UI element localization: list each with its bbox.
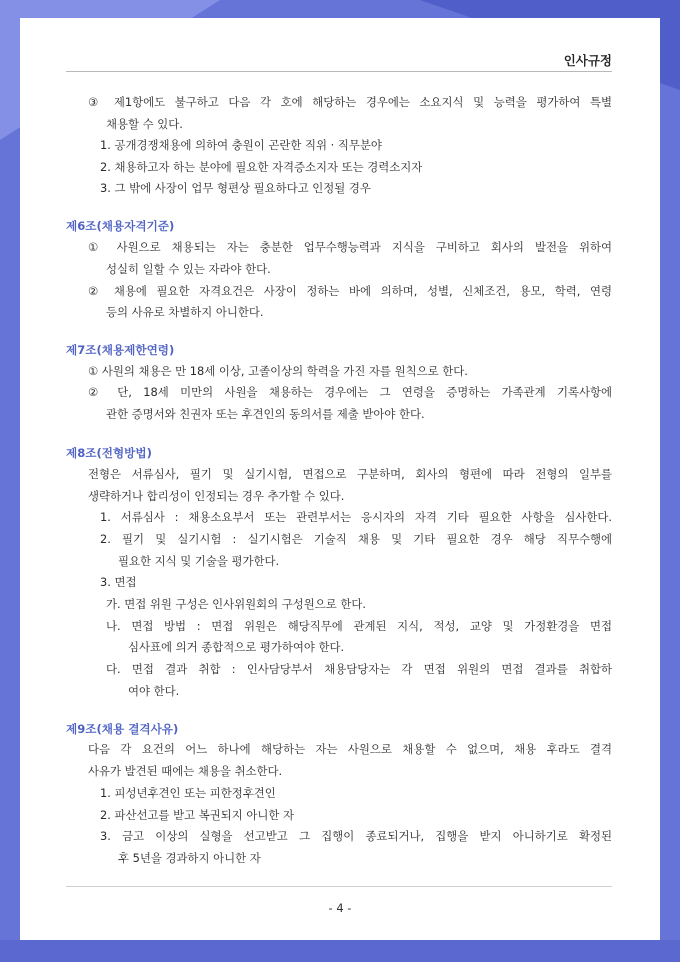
list-item: 2. 파산선고를 받고 복권되지 아니한 자 <box>100 808 295 822</box>
document-page <box>20 18 660 940</box>
sub-list-item: 가. 면접 위원 구성은 인사위원회의 구성원으로 한다. <box>106 597 367 611</box>
background-band-bottom <box>0 940 680 962</box>
list-item: 1. 피성년후견인 또는 피한정후견인 <box>100 786 276 800</box>
list-item: 2. 채용하고자 하는 분야에 필요한 자격증소지자 또는 경력소지자 <box>100 160 423 174</box>
list-item: 3. 그 밖에 사장이 업무 형편상 필요하다고 인정될 경우 <box>100 181 371 195</box>
page-number: - 4 - <box>328 901 352 915</box>
paragraph-line: 생략하거나 합리성이 인정되는 경우 추가할 수 있다. <box>88 489 345 503</box>
paragraph-line: 관한 증명서와 친권자 또는 후견인의 동의서를 제출 받아야 한다. <box>106 407 425 421</box>
header-divider <box>66 71 612 72</box>
sub-list-item: 나. 면접 방법 : 면접 위원은 해당직무에 관계된 지식, 적성, 교양 및 가정환경을 면접 <box>106 619 612 633</box>
header-title: 인사규정 <box>563 53 612 68</box>
list-item: 3. 금고 이상의 실형을 선고받고 그 집행이 종료되거나, 집행을 받지 아니하기로 확정된 <box>100 829 612 843</box>
paragraph-line: 다음 각 요건의 어느 하나에 해당하는 자는 사원으로 채용할 수 없으며, 채용 후라도 결격 <box>88 742 612 756</box>
paragraph-line: ① 사원으로 채용되는 자는 충분한 업무수행능력과 지식을 구비하고 회사의 발전을 위하여 <box>88 240 612 254</box>
article-8-title: 제8조(전형방법) <box>66 446 152 460</box>
article-7-title: 제7조(채용제한연령) <box>66 343 175 357</box>
paragraph-line: ① 사원의 채용은 만 18세 이상, 고졸이상의 학력을 가진 자를 원칙으로 한다. <box>88 364 468 378</box>
list-item: 1. 서류심사 : 채용소요부서 또는 관련부서는 응시자의 자격 기타 필요한 사항을 심사한다. <box>100 510 612 524</box>
paragraph-line: 성실히 일할 수 있는 자라야 한다. <box>106 262 271 276</box>
paragraph-line: 등의 사유로 차별하지 아니한다. <box>106 305 264 319</box>
list-item: 2. 필기 및 실기시험 : 실기시험은 기술직 채용 및 기타 필요한 경우 해당 직무수행에 <box>100 532 612 546</box>
paragraph-line: 채용할 수 있다. <box>106 117 183 131</box>
paragraph-line: ③ 제1항에도 불구하고 다음 각 호에 해당하는 경우에는 소요지식 및 능력을 평가하여 특별 <box>88 95 612 109</box>
article-6-title: 제6조(채용자격기준) <box>66 219 175 233</box>
sub-list-item-continuation: 여야 한다. <box>128 684 180 698</box>
footer-divider <box>66 886 612 887</box>
article-9-title: 제9조(채용 결격사유) <box>66 722 179 736</box>
sub-list-item-continuation: 심사표에 의거 종합적으로 평가하여야 한다. <box>128 640 345 654</box>
paragraph-line: ② 단, 18세 미만의 사원을 채용하는 경우에는 그 연령을 증명하는 가족관계 기록사항에 <box>88 385 612 399</box>
sub-list-item: 다. 면접 결과 취합 : 인사담당부서 채용담당자는 각 면접 위원의 면접 결과를 취합하 <box>106 662 612 676</box>
list-item-continuation: 후 5년을 경과하지 아니한 자 <box>118 851 261 865</box>
paragraph-line: ② 채용에 필요한 자격요건은 사장이 정하는 바에 의하며, 성별, 신체조건, 용모, 학력, 연령 <box>88 284 612 298</box>
list-item: 1. 공개경쟁채용에 의하여 충원이 곤란한 직위 · 직무분야 <box>100 138 382 152</box>
paragraph-line: 사유가 발견된 때에는 채용을 취소한다. <box>88 764 283 778</box>
list-item: 3. 면접 <box>100 575 137 589</box>
list-item-continuation: 필요한 지식 및 기술을 평가한다. <box>118 554 280 568</box>
paragraph-line: 전형은 서류심사, 필기 및 실기시험, 면접으로 구분하며, 회사의 형편에 따라 전형의 일부를 <box>88 467 612 481</box>
